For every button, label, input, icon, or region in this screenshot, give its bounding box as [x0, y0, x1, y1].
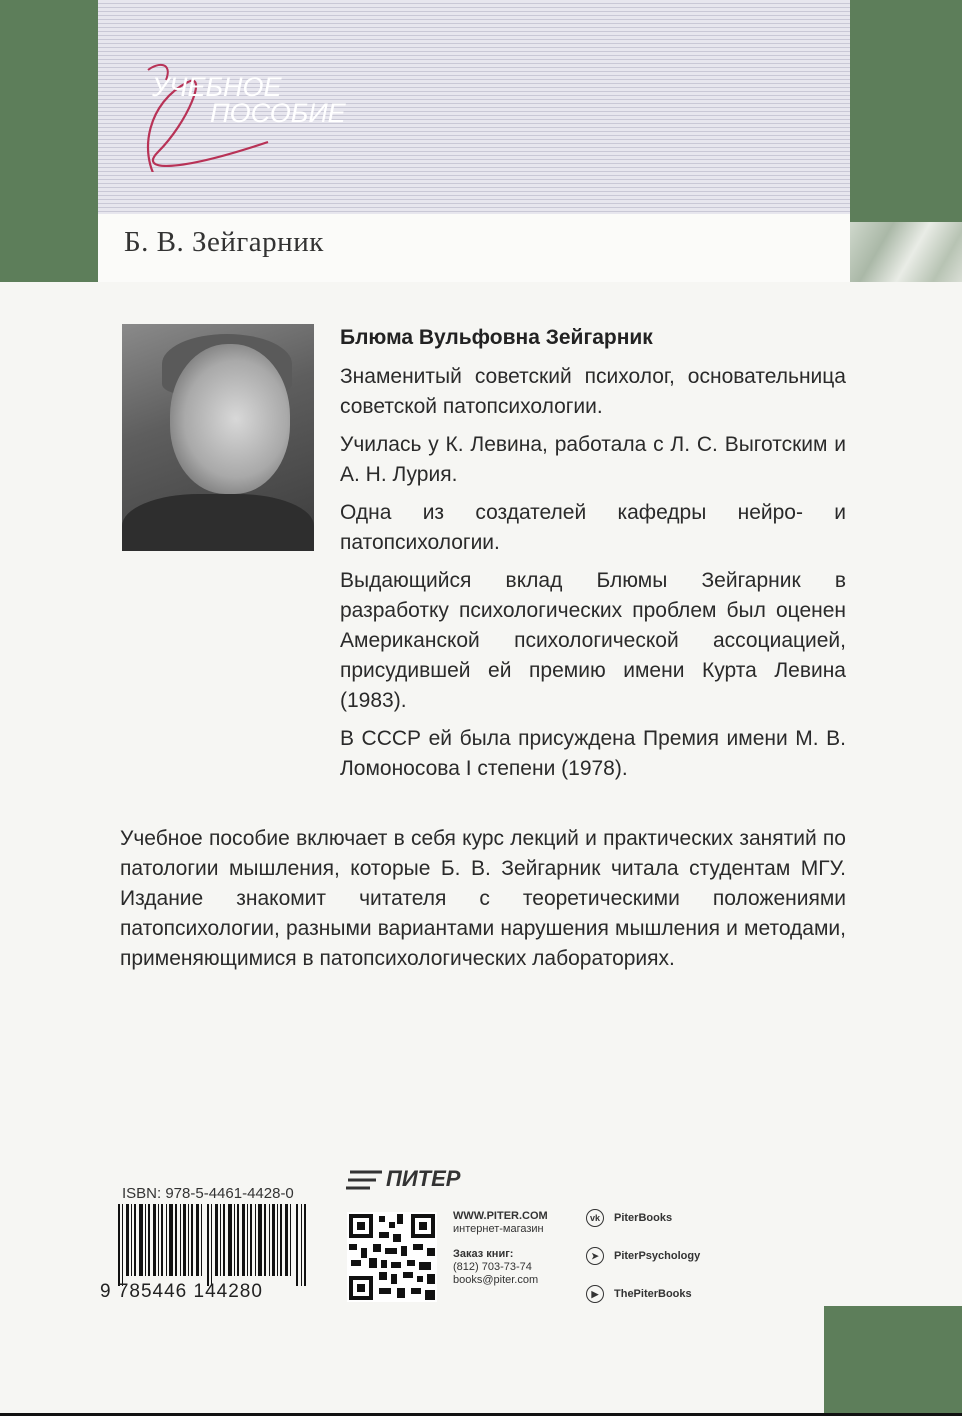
author-bio	[340, 324, 846, 792]
bio-paragraph: Одна из создателей кафедры нейро- и патопсихологии.	[340, 501, 846, 554]
website[interactable]: WWW.PITER.COM	[453, 1210, 548, 1222]
phone: (812) 703-73-74	[453, 1261, 532, 1273]
series-logo	[118, 62, 378, 172]
social-telegram[interactable]	[586, 1247, 700, 1265]
green-block-right	[850, 0, 962, 282]
barcode	[118, 1204, 306, 1286]
social-label: ThePiterBooks	[614, 1287, 692, 1300]
publisher-logo: ПИТЕР	[386, 1166, 461, 1191]
isbn-label: ISBN: 978-5-4461-4428-0	[122, 1185, 294, 1202]
social-label: PiterPsychology	[614, 1249, 701, 1262]
book-description: Учебное пособие включает в себя курс лекций и практических занятий по патологии мышления, которые Б. В. Зейгарник читала студентам МГУ. Издание знакомит читателя с теоретическими положениями патопсихологии, разными вариантами нарушения мышления и методами, применяющимися в патопсихологических лабораториях.	[120, 827, 846, 970]
leaf-image	[850, 222, 962, 282]
telegram-icon: ➤	[586, 1247, 604, 1265]
vk-icon: vk	[586, 1209, 604, 1227]
bio-paragraph: Училась у К. Левина, работала с Л. С. Выготским и А. Н. Лурия.	[340, 433, 846, 486]
order-label: Заказ книг:	[453, 1248, 514, 1260]
series-line-2: ПОСОБИЕ	[210, 98, 346, 128]
qr-code	[347, 1212, 437, 1302]
bio-paragraph: Знаменитый советский психолог, основательница советской патопсихологии.	[340, 365, 846, 418]
youtube-icon: ▶	[586, 1285, 604, 1303]
social-youtube[interactable]	[586, 1285, 692, 1303]
green-block-left	[0, 0, 98, 282]
series-line-1: УЧЕБНОЕ	[152, 72, 282, 102]
social-label: PiterBooks	[614, 1211, 673, 1224]
author-name-top: Б. В. Зейгарник	[124, 226, 324, 258]
bio-paragraph: Выдающийся вклад Блюмы Зейгарник в разработку психологических проблем был оценен Американской психологической ассоциацией, присудившей ей премию имени Курта Левина (1983).	[340, 569, 846, 712]
social-vk[interactable]	[586, 1209, 672, 1227]
website-sub: интернет-магазин	[453, 1223, 544, 1235]
green-block-bottom-right	[824, 1306, 962, 1416]
barcode-number: 9 785446 144280	[100, 1281, 263, 1302]
piter-logo-icon	[346, 1168, 384, 1192]
bio-name: Блюма Вульфовна Зейгарник	[340, 326, 653, 349]
author-photo	[122, 324, 314, 551]
contact-block	[453, 1210, 548, 1287]
bio-paragraph: В СССР ей была присуждена Премия имени М. В. Ломоносова I степени (1978).	[340, 727, 846, 780]
email[interactable]: books@piter.com	[453, 1274, 539, 1286]
